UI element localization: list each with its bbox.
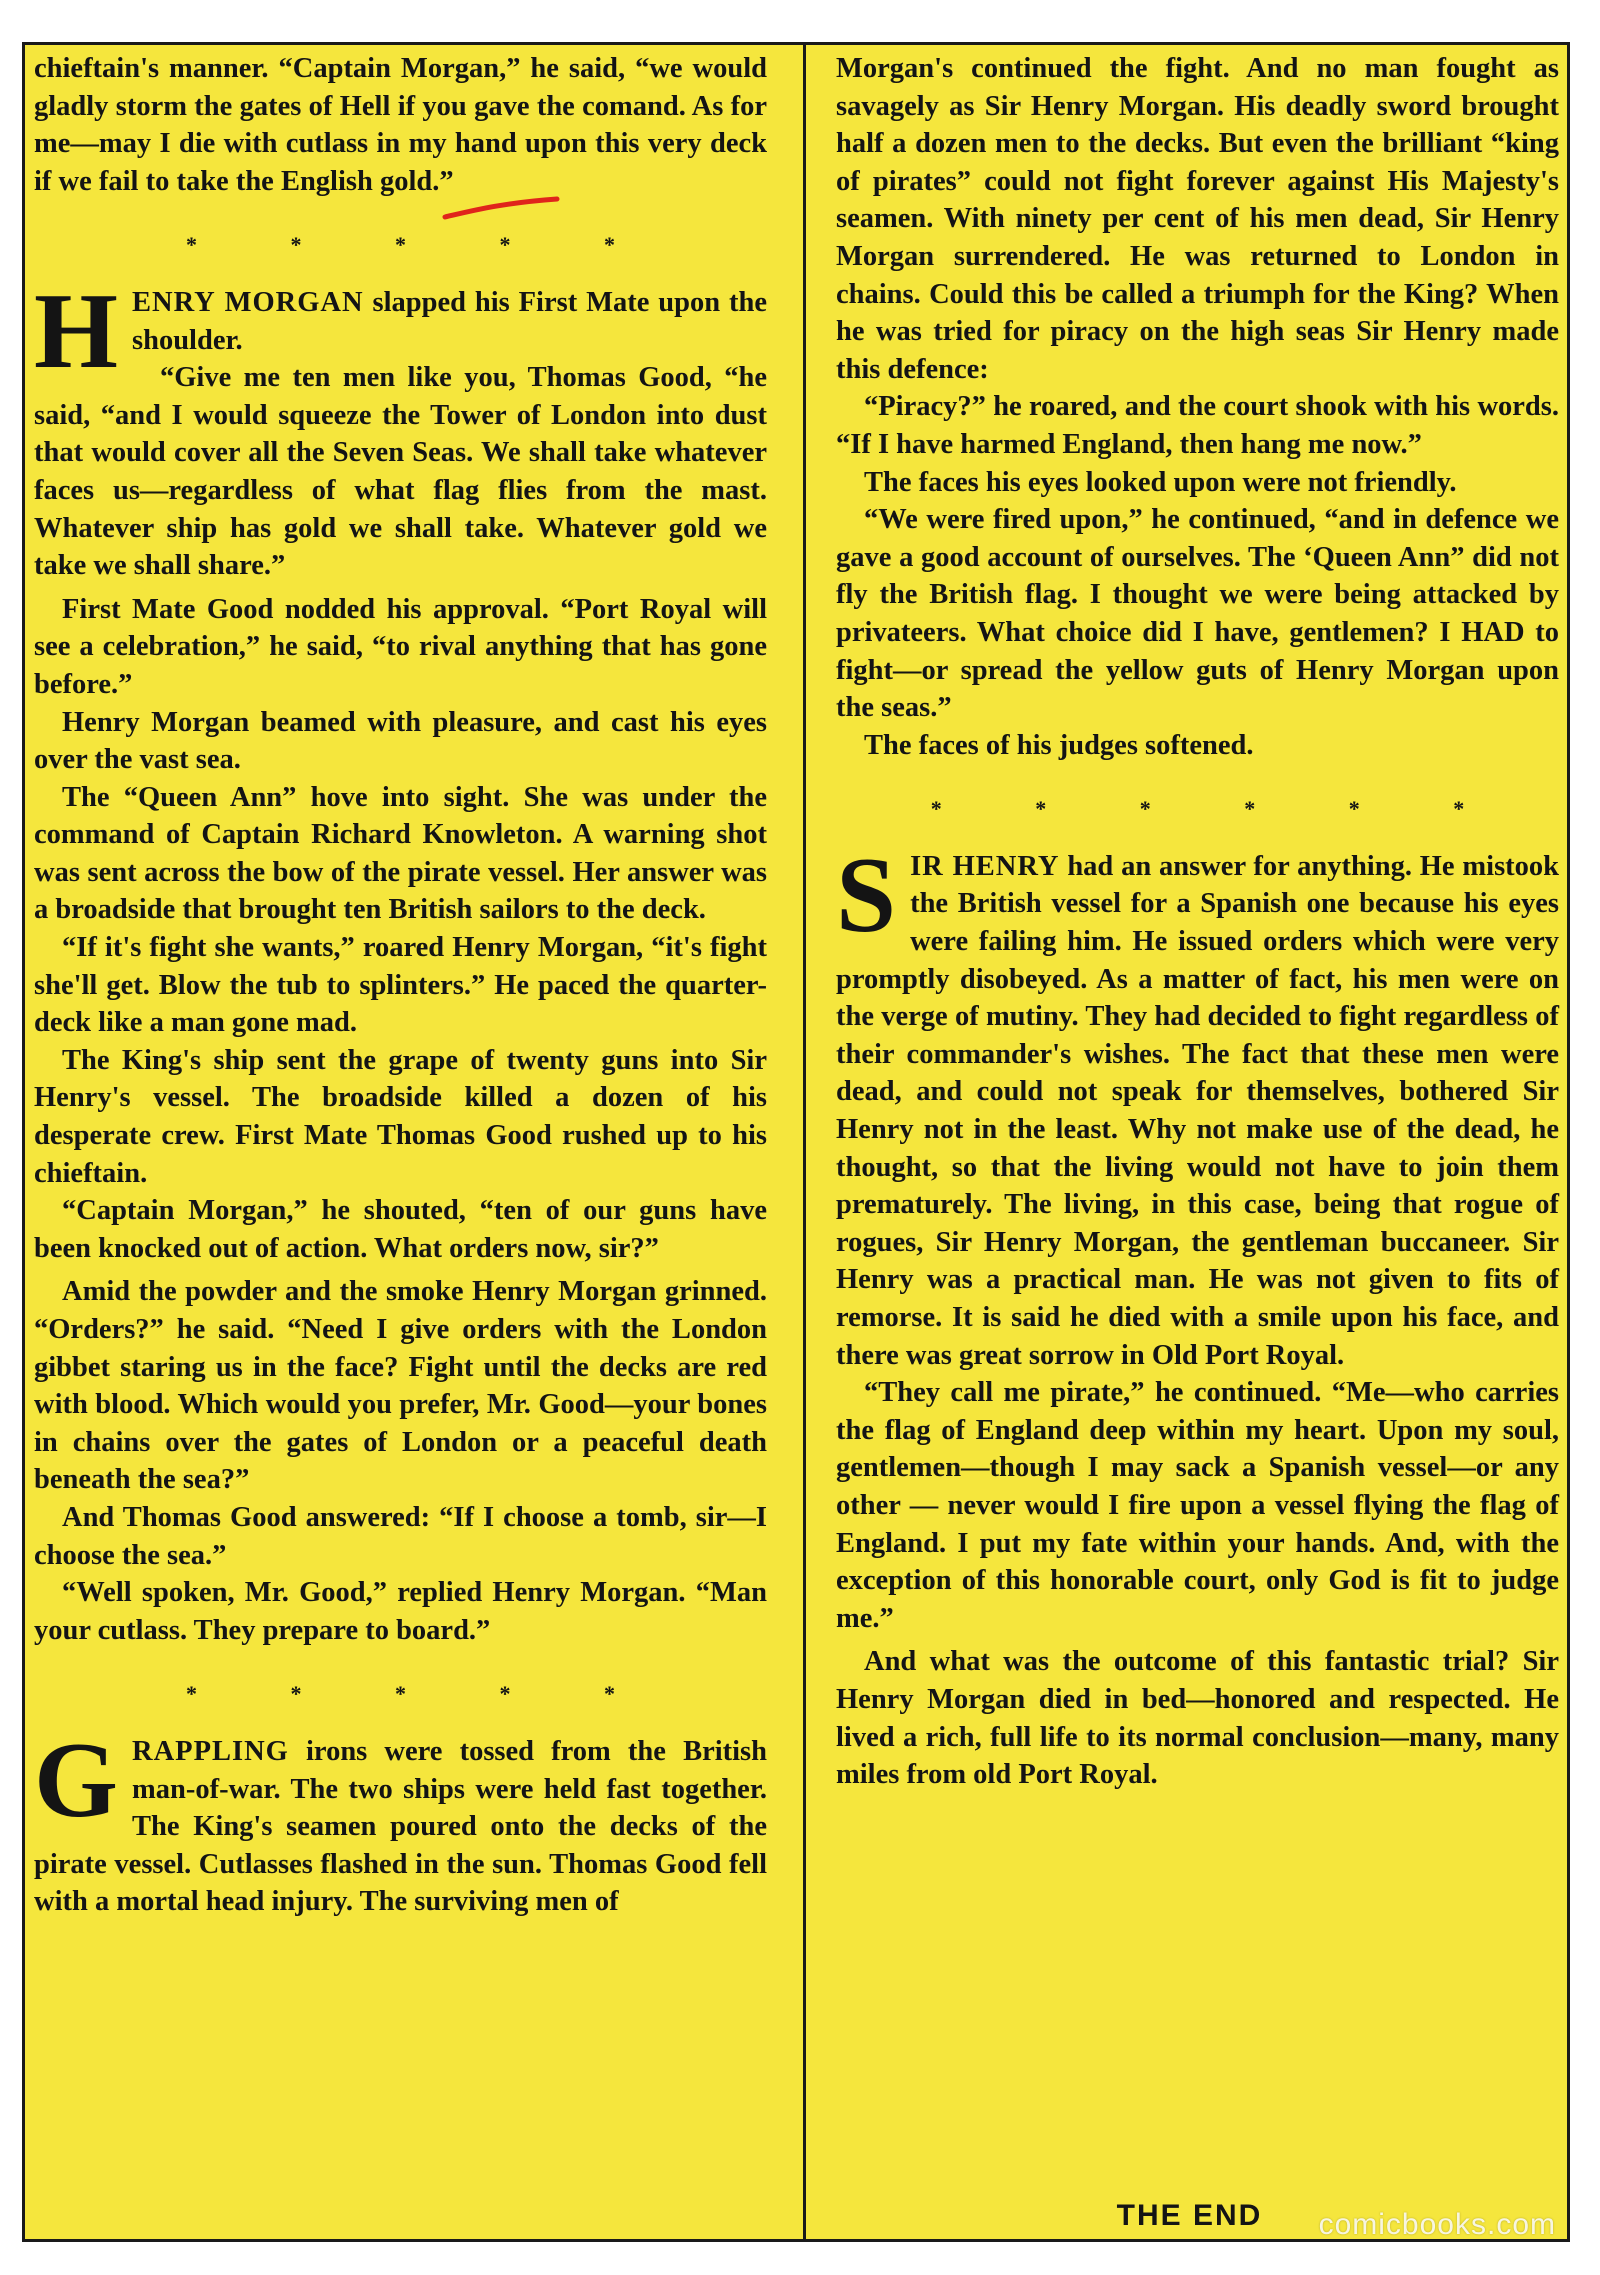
drop-cap: S	[836, 835, 897, 955]
paragraph: “Give me ten men like you, Thomas Good, “he said, “and I would squeeze the Tower of London into dust that would cover all the Seven Seas. We shall take whatever faces us—regardless of what flag flies from the mast. Whatever ship has gold we shall take. Whatever gold we take we shall share.”	[34, 362, 767, 582]
section-divider: * * * * * *	[930, 796, 1509, 822]
section-divider: * * * * *	[186, 232, 659, 258]
paragraph: Henry Morgan beamed with pleasure, and cast his eyes over the vast sea.	[34, 706, 767, 776]
paragraph-text: irons were tossed from the British man-of-war. The two ships were held fast together. The King's seamen poured onto the decks of the pirate vessel. Cutlasses flashed in the sun. Thomas Good fell with a mortal head injury. The surviving men of	[34, 1735, 767, 1918]
lead-words: ENRY MORGAN	[132, 286, 364, 318]
paragraph: First Mate Good nodded his approval. “Port Royal will see a celebration,” he said, “to rival anything that has gone before.”	[34, 593, 767, 700]
drop-cap: H	[34, 271, 119, 391]
lead-words: IR HENRY	[910, 850, 1060, 882]
lead-words: RAPPLING	[132, 1735, 289, 1767]
section-opening	[34, 1720, 767, 1921]
paragraph: chieftain's manner. “Captain Morgan,” he said, “we would gladly storm the gates of Hell if you gave the comand. As for me—may I die with cutlass in my hand upon this very deck if we fail to take the English gold.”	[34, 53, 767, 197]
paragraph: “We were fired upon,” he continued, “and in defence we gave a good account of ourselves. The ‘Queen Ann” did not fly the British flag. I thought we were being attacked by privateers. What choice did I have, gentlemen? I HAD to fight—or spread the yellow guts of Henry Morgan upon the seas.”	[836, 504, 1559, 724]
watermark-text: comicbooks.com	[1318, 2208, 1556, 2241]
paragraph: And Thomas Good answered: “If I choose a tomb, sir—I choose the sea.”	[34, 1501, 767, 1571]
the-end-label: THE END	[1116, 2199, 1263, 2233]
paragraph: The faces of his judges softened.	[864, 729, 1254, 761]
red-pen-mark	[441, 195, 561, 225]
section-opening	[836, 835, 1559, 1374]
paragraph: And what was the outcome of this fantastic trial? Sir Henry Morgan died in bed—honored and respected. He lived a rich, full life to its normal conclusion—many, many miles from old Port Royal.	[836, 1646, 1559, 1791]
paragraph: The “Queen Ann” hove into sight. She was under the command of Captain Richard Knowleton. A warning shot was sent across the bow of the pirate vessel. Her answer was a broadside that brought ten British sailors to the deck.	[34, 781, 767, 926]
left-column	[25, 45, 785, 2239]
paragraph: “If it's fight she wants,” roared Henry Morgan, “it's fight she'll get. Blow the tub to splinters.” He paced the quarter-deck like a man gone mad.	[34, 932, 767, 1039]
section-divider: * * * * *	[186, 1681, 659, 1707]
drop-cap: G	[34, 1720, 119, 1840]
paragraph: “Captain Morgan,” he shouted, “ten of our guns have been knocked out of action. What orders now, sir?”	[34, 1195, 767, 1264]
paragraph: “They call me pirate,” he continued. “Me—who carries the flag of England deep within my heart. Upon my soul, gentlemen—though I may sack a Spanish vessel—or any other — never would I fire upon a vessel flying the flag of England. I put my fate within your hands. And, with the exception of this honorable court, only God is fit to judge me.”	[836, 1377, 1559, 1634]
paragraph-text: had an answer for anything. He mistook the British vessel for a Spanish one because his eyes were failing him. He issued orders which were very promptly disobeyed. As a matter of fact, his men were on the verge of mutiny. They had decided to fight regardless of their commander's wishes. The fact that these men were dead, and could not speak for themselves, bothered Sir Henry not in the least. Why not make use of the dead, he thought, so that the living would not have to join them prematurely. The living, in this case, being that rogue of rogues, Sir Henry Morgan, the gentleman buccaneer. Sir Henry was a practical man. He was not given to fits of remorse. It is said he died with a smile upon his face, and there was great sorrow in Old Port Royal.	[836, 850, 1559, 1371]
section-opening	[34, 271, 767, 391]
paragraph: The King's ship sent the grape of twenty guns into Sir Henry's vessel. The broadside killed a dozen of his desperate crew. First Mate Thomas Good rushed up to his chieftain.	[34, 1044, 767, 1189]
paragraph: “Well spoken, Mr. Good,” replied Henry Morgan. “Man your cutlass. They prepare to board.”	[34, 1577, 767, 1646]
story-page	[22, 42, 1570, 2242]
paragraph: “Piracy?” he roared, and the court shook with his words. “If I have harmed England, then hang me now.”	[836, 391, 1559, 460]
paragraph: Amid the powder and the smoke Henry Morgan grinned. “Orders?” he said. “Need I give orders with the London gibbet staring us in the face? Fight until the decks are red with blood. Which would you prefer, Mr. Good—your bones in chains over the gates of London or a peaceful death beneath the sea?”	[34, 1276, 767, 1496]
paragraph: The faces his eyes looked upon were not friendly.	[864, 466, 1457, 498]
right-column	[803, 45, 1573, 2239]
paragraph: Morgan's continued the fight. And no man fought as savagely as Sir Henry Morgan. His deadly sword brought half a dozen men to the decks. But even the brilliant “king of pirates” could not fight forever against His Majesty's seamen. With ninety per cent of his men dead, Sir Henry Morgan surrendered. He was returned to London in chains. Could this be called a triumph for the King? When he was tried for piracy on the high seas Sir Henry made this defence:	[836, 53, 1559, 385]
paragraph-text: slapped his First Mate upon the shoulder.	[132, 286, 767, 356]
